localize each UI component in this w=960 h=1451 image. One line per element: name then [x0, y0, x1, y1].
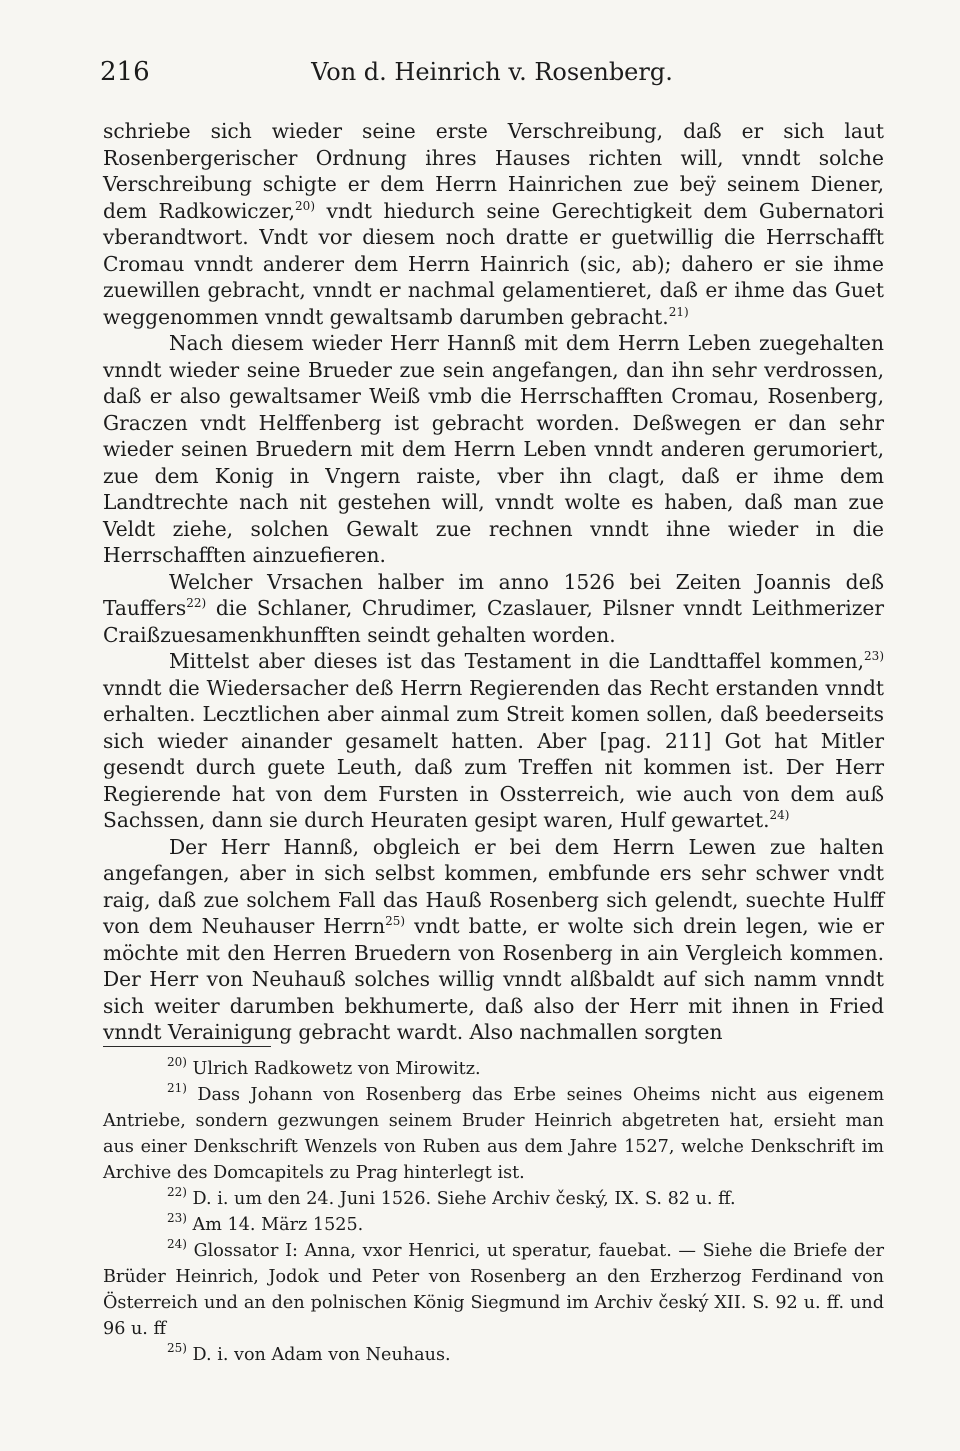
footnote-number: 24) — [167, 1237, 187, 1251]
paragraph-2 — [103, 330, 884, 569]
footnote-divider — [103, 1046, 271, 1047]
footnote-ref-22: 22) — [186, 596, 207, 610]
text-run: vndt batte, er wolte sich drein legen, wie er möchte mit den Herren Bruedern von Rosenberg in ain Vergleich kommen. Der Herr von Neuhauß solches willig vnndt alßbaldt auf sich namm vnndt sich weiter darumben bekhumerte, daß also der Herr mit ihnen in Fried vnndt Verainigung gebracht wardt. Also nachmallen sorgten — [103, 914, 884, 1044]
footnote-text: Am 14. März 1525. — [186, 1215, 364, 1235]
footnote-ref-23: 23) — [864, 649, 884, 663]
footnote-number: 22) — [167, 1185, 187, 1199]
text-run: Welcher Vrsachen halber im anno 1526 bei Zeiten Joannis deß Tauffers — [103, 569, 884, 620]
footnote-number: 25) — [167, 1341, 187, 1355]
footnote-text: D. i. um den 24. Juni 1526. Siehe Archiv český, IX. S. 82 u. ff. — [186, 1189, 736, 1209]
footnote-text: Dass Johann von Rosenberg das Erbe seines Oheims nicht aus eigenem Antriebe, sondern gezwungen seinem Bruder Heinrich abgetreten hat, ersieht man aus einer Denkschrift Wenzels von Ruben aus dem Jahre 1527, welche Denkschrift im Archive des Domcapitels zu Prag hinterlegt ist. — [103, 1085, 884, 1183]
footnotes — [103, 1056, 884, 1368]
footnote-25 — [103, 1342, 884, 1368]
paragraph-4 — [103, 648, 884, 834]
text-run: vndt hiedurch seine Gerechtigkeit dem Gubernatori vberandtwort. Vndt vor diesem noch dratte er guetwillig die Herrschafft Cromau vnndt anderer dem Herrn Hainrich (sic, ab); dahero er sie ihme zuewillen gebracht, vnndt er nachmal gelamentieret, daß er ihme das Guet weggenommen vnndt gewaltsamb darumben gebracht. — [103, 198, 884, 329]
footnote-ref-20: 20) — [295, 198, 315, 213]
footnote-text: Ulrich Radkowetz von Mirowitz. — [186, 1059, 481, 1079]
footnote-24 — [103, 1238, 884, 1342]
paragraph-3 — [103, 569, 884, 649]
footnote-22 — [103, 1186, 884, 1212]
text-run: Mittelst aber dieses ist das Testament in die Landttaffel kommen, — [169, 649, 865, 673]
page-header — [100, 52, 884, 92]
footnote-21 — [103, 1082, 884, 1186]
paragraph-5 — [103, 834, 884, 1046]
footnote-ref-24: 24) — [769, 808, 790, 822]
footnote-text: Glossator I: Anna, vxor Henrici, ut speratur, fauebat. — Siehe die Briefe der Brüder Heinrich, Jodok und Peter von Rosenberg an den Erzherzog Ferdinand von Österreich und an den polnischen König Siegmund im Archiv český XII. S. 92 u. ff. und 96 u. ff — [103, 1241, 884, 1339]
footnote-number: 23) — [167, 1211, 187, 1225]
text-run: vnndt die Wiedersacher deß Herrn Regierenden das Recht erstanden vnndt erhalten. Lecztlichen aber ainmal zum Streit komen sollen, daß beederseits sich wieder ainander gesamelt hatten. Aber [pag. 211] Got hat Mitler gesendt durch guete Leuth, daß zum Treffen nit kommen ist. Der Herr Regierende hat von dem Fursten in Ossterreich, wie auch von dem auß Sachssen, dann sie durch Heuraten gesipt waren, Hulf gewartet. — [103, 675, 884, 832]
footnote-number: 21) — [167, 1081, 187, 1095]
text-run: Nach diesem wieder Herr Hannß mit dem Herrn Leben zuegehalten vnndt wieder seine Brueder zue sein angefangen, dan ihn sehr verdrossen, daß er also gewaltsamer Weiß vmb die Herrschafften Cromau, Rosenberg, Graczen vndt Helffenberg ist gebracht worden. Deßwegen er dan sehr wieder seinen Bruedern mit dem Herrn Leben vnndt anderen gerumoriert, zue dem Konig in Vngern raiste, vber ihn clagt, daß er ihme dem Landtrechte nach nit gestehen will, vnndt wolte es haben, daß man zue Veldt ziehe, solchen Gewalt zue rechnen vnndt ihne wieder in die Herrschafften ainzuefieren. — [103, 331, 884, 567]
running-title: Von d. Heinrich v. Rosenberg. — [311, 58, 673, 86]
page-number: 216 — [100, 57, 150, 87]
footnote-text: D. i. von Adam von Neuhaus. — [186, 1345, 451, 1365]
footnote-ref-25: 25) — [385, 914, 406, 928]
footnote-23 — [103, 1212, 884, 1238]
footnote-20 — [103, 1056, 884, 1082]
footnote-ref-21: 21) — [668, 304, 689, 319]
main-text — [103, 118, 884, 1046]
paragraph-1 — [103, 118, 884, 330]
footnote-number: 20) — [167, 1055, 187, 1069]
text-run: schriebe sich wieder seine erste Verschreibung, daß er sich laut Rosenbergerischer Ordnung ihres Hauses richten will, vnndt solche Verschreibung schigte er dem Herrn Hainrichen zue beÿ seinem Diener, dem Radkowiczer, — [103, 119, 884, 223]
text-run: Der Herr Hannß, obgleich er bei dem Herrn Lewen zue halten angefangen, aber in sich selbst kommen, embfunde ers sehr schwer vndt raig, daß zue solchem Fall das Hauß Rosenberg sich gelendt, suechte Hulff von dem Neuhauser Herrn — [103, 834, 884, 938]
text-run: die Schlaner, Chrudimer, Czaslauer, Pilsner vnndt Leithmerizer Craißzuesamenkhunfften seindt gehalten worden. — [103, 596, 884, 647]
